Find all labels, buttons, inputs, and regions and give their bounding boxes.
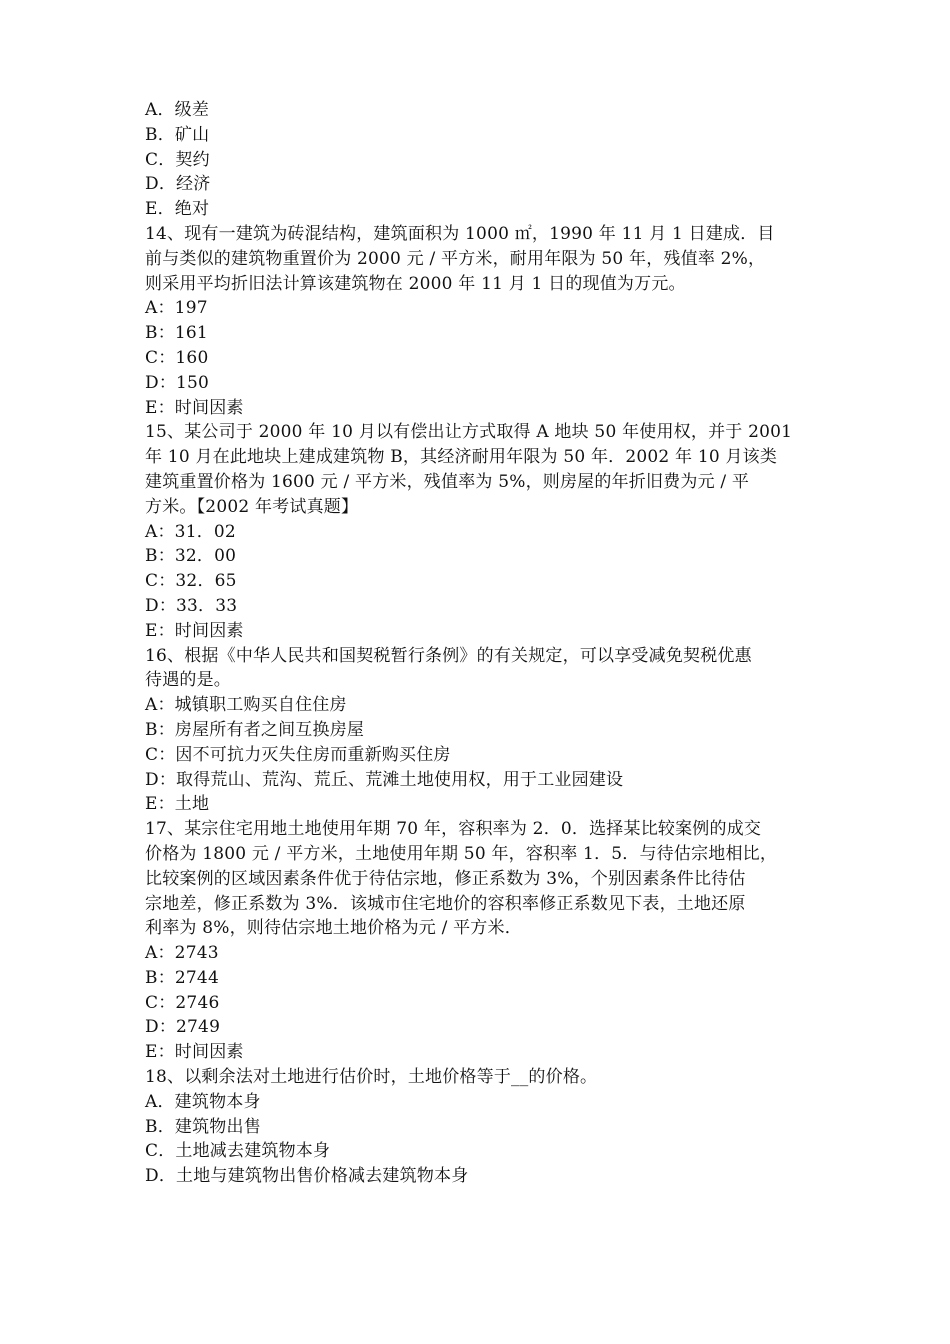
question-15-line-3: 建筑重置价格为 1600 元 / 平方米，残值率为 5%，则房屋的年折旧费为元 / 平 — [145, 471, 750, 492]
q14-option-c: C：160 — [145, 347, 209, 368]
question-17-line-4: 宗地差，修正系数为 3%．该城市住宅地价的容积率修正系数见下表，土地还原 — [145, 893, 746, 914]
document-page — [145, 98, 817, 1189]
q14-option-e: E：时间因素 — [145, 397, 244, 418]
q15-option-a: A：31．02 — [145, 521, 236, 542]
q14-option-a: A：197 — [145, 298, 208, 319]
option-e: E．绝对 — [145, 199, 210, 220]
q18-option-d: D．土地与建筑物出售价格减去建筑物本身 — [145, 1166, 469, 1187]
q18-option-c: C．土地减去建筑物本身 — [145, 1141, 331, 1162]
q17-option-c: C：2746 — [145, 992, 220, 1013]
question-15-line-4: 方米。【2002 年考试真题】 — [145, 496, 359, 517]
question-14-line-3: 则采用平均折旧法计算该建筑物在 2000 年 11 月 1 日的现值为万元。 — [145, 273, 686, 294]
question-18-line-1: 18、以剩余法对土地进行估价时，土地价格等于__的价格。 — [145, 1067, 598, 1088]
q15-option-d: D：33．33 — [145, 595, 238, 616]
q18-option-a: A．建筑物本身 — [145, 1091, 261, 1112]
q17-option-e: E：时间因素 — [145, 1042, 244, 1063]
q15-option-c: C：32．65 — [145, 571, 237, 592]
option-d: D．经济 — [145, 174, 211, 195]
question-14-line-2: 前与类似的建筑物重置价为 2000 元 / 平方米，耐用年限为 50 年，残值率 2%， — [145, 248, 766, 269]
question-17-line-1: 17、某宗住宅用地土地使用年期 70 年，容积率为 2．0．选择某比较案例的成交 — [145, 819, 762, 840]
q16-option-a: A：城镇职工购买自住住房 — [145, 695, 347, 716]
option-b: B．矿山 — [145, 124, 210, 145]
question-15-line-2: 年 10 月在此地块上建成建筑物 B，其经济耐用年限为 50 年．2002 年 10 月该类 — [145, 447, 778, 468]
question-15-line-1: 15、某公司于 2000 年 10 月以有偿出让方式取得 A 地块 50 年使用权，并于 2001 — [145, 422, 793, 443]
q17-option-a: A：2743 — [145, 943, 219, 964]
q16-option-d: D：取得荒山、荒沟、荒丘、荒滩土地使用权，用于工业园建设 — [145, 769, 624, 790]
q16-option-c: C：因不可抗力灭失住房而重新购买住房 — [145, 744, 451, 765]
question-16-line-1: 16、根据《中华人民共和国契税暂行条例》的有关规定，可以享受减免契税优惠 — [145, 645, 752, 666]
q16-option-b: B：房屋所有者之间互换房屋 — [145, 719, 365, 740]
q14-option-b: B：161 — [145, 323, 208, 344]
q14-option-d: D：150 — [145, 372, 210, 393]
question-17-line-3: 比较案例的区域因素条件优于待估宗地，修正系数为 3%，个别因素条件比待估 — [145, 868, 746, 889]
q18-option-b: B．建筑物出售 — [145, 1116, 261, 1137]
question-14-line-1: 14、现有一建筑为砖混结构，建筑面积为 1000 ㎡，1990 年 11 月 1 日建成．目 — [145, 223, 775, 244]
q16-option-e: E：土地 — [145, 794, 210, 815]
option-c: C．契约 — [145, 149, 210, 170]
q17-option-b: B：2744 — [145, 967, 219, 988]
question-17-line-5: 利率为 8%，则待估宗地土地价格为元 / 平方米． — [145, 918, 522, 939]
q15-option-e: E：时间因素 — [145, 620, 244, 641]
question-17-line-2: 价格为 1800 元 / 平方米，土地使用年期 50 年，容积率 1．5．与待估宗地相比， — [145, 843, 778, 864]
q15-option-b: B：32．00 — [145, 546, 237, 567]
option-a: A．级差 — [145, 100, 210, 120]
q17-option-d: D：2749 — [145, 1017, 221, 1038]
question-16-line-2: 待遇的是。 — [145, 670, 231, 691]
